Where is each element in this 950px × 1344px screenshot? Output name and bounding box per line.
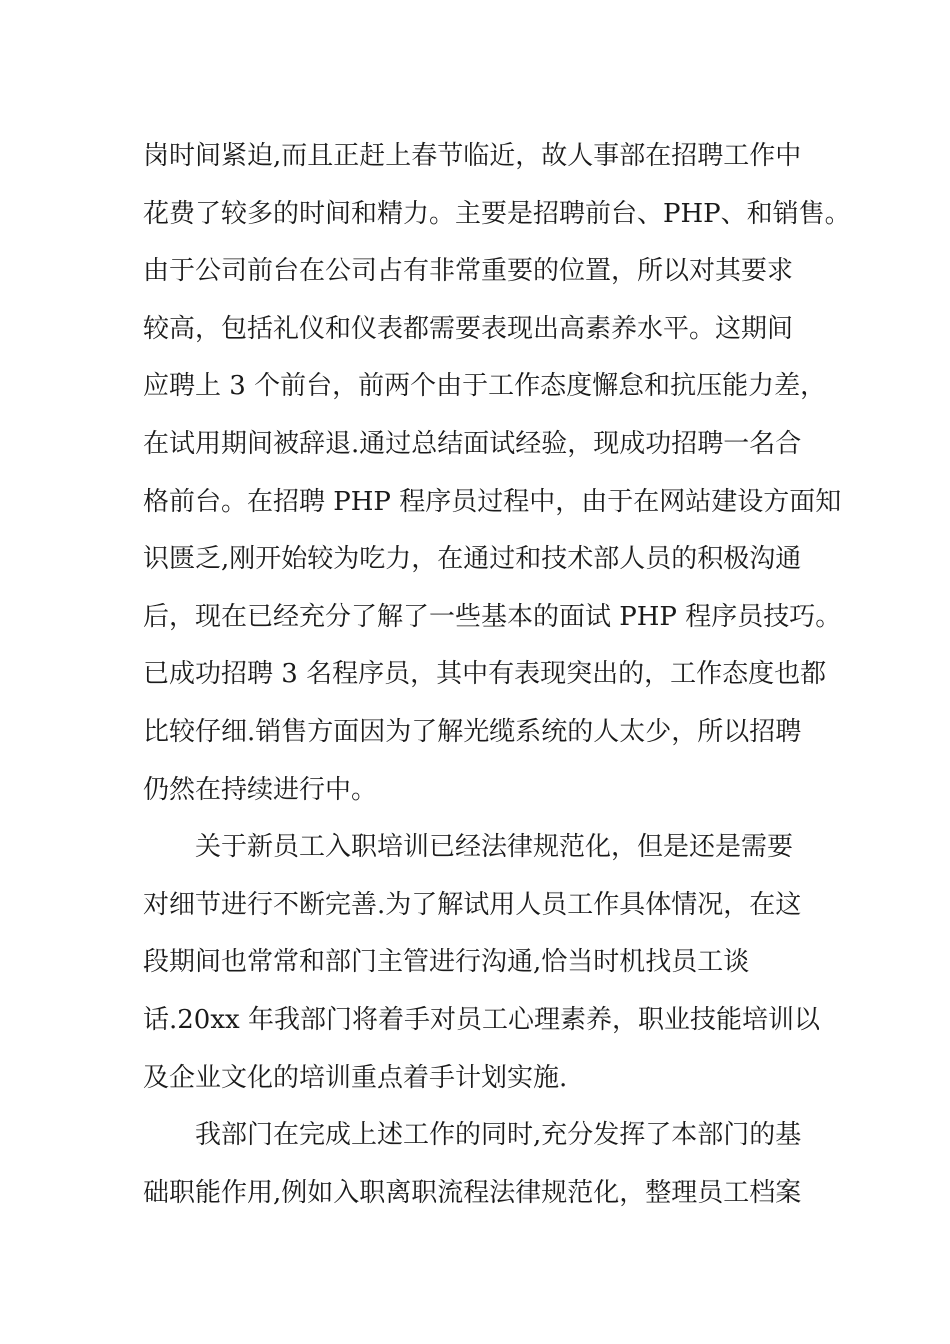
text-line: 岗时间紧迫,而且正赶上春节临近，故人事部在招聘工作中 [143, 141, 802, 171]
text-line: 应聘上 3 个前台，前两个由于工作态度懈怠和抗压能力差， [143, 371, 827, 402]
text-line: 花费了较多的时间和精力。主要是招聘前台、PHP、和销售。 [143, 198, 851, 229]
text-line: 较高，包括礼仪和仪表都需要表现出高素养水平。这期间 [143, 313, 794, 344]
text-line: 我部门在完成上述工作的同时,充分发挥了本部门的基 [195, 1120, 802, 1151]
text-line: 识匮乏,刚开始较为吃力，在通过和技术部人员的积极沟通 [143, 544, 802, 575]
text-line: 础职能作用,例如入职离职流程法律规范化，整理员工档案 [143, 1177, 802, 1208]
document-body [143, 128, 851, 1222]
text-line: 段期间也常常和部门主管进行沟通,恰当时机找员工谈 [143, 947, 750, 978]
text-line: 后，现在已经充分了解了一些基本的面试 PHP 程序员技巧。 [143, 601, 842, 632]
paragraph-recruitment [143, 128, 851, 819]
text-line: 及企业文化的培训重点着手计划实施. [143, 1062, 568, 1093]
paragraph-training [143, 819, 818, 1107]
text-line: 由于公司前台在公司占有非常重要的位置，所以对其要求 [143, 256, 794, 287]
text-line: 仍然在持续进行中。 [143, 774, 378, 805]
text-line: 话.20xx 年我部门将着手对员工心理素养，职业技能培训以 [143, 1004, 820, 1035]
text-line: 格前台。在招聘 PHP 程序员过程中，由于在网站建设方面知 [143, 486, 842, 517]
text-line: 已成功招聘 3 名程序员，其中有表现突出的，工作态度也都 [143, 659, 827, 690]
text-line: 关于新员工入职培训已经法律规范化，但是还是需要 [195, 832, 794, 863]
text-line: 对细节进行不断完善.为了解试用人员工作具体情况，在这 [143, 889, 802, 920]
paragraph-basic-functions [143, 1107, 818, 1222]
text-line: 在试用期间被辞退.通过总结面试经验，现成功招聘一名合 [143, 428, 802, 459]
text-line: 比较仔细.销售方面因为了解光缆系统的人太少，所以招聘 [143, 716, 802, 747]
